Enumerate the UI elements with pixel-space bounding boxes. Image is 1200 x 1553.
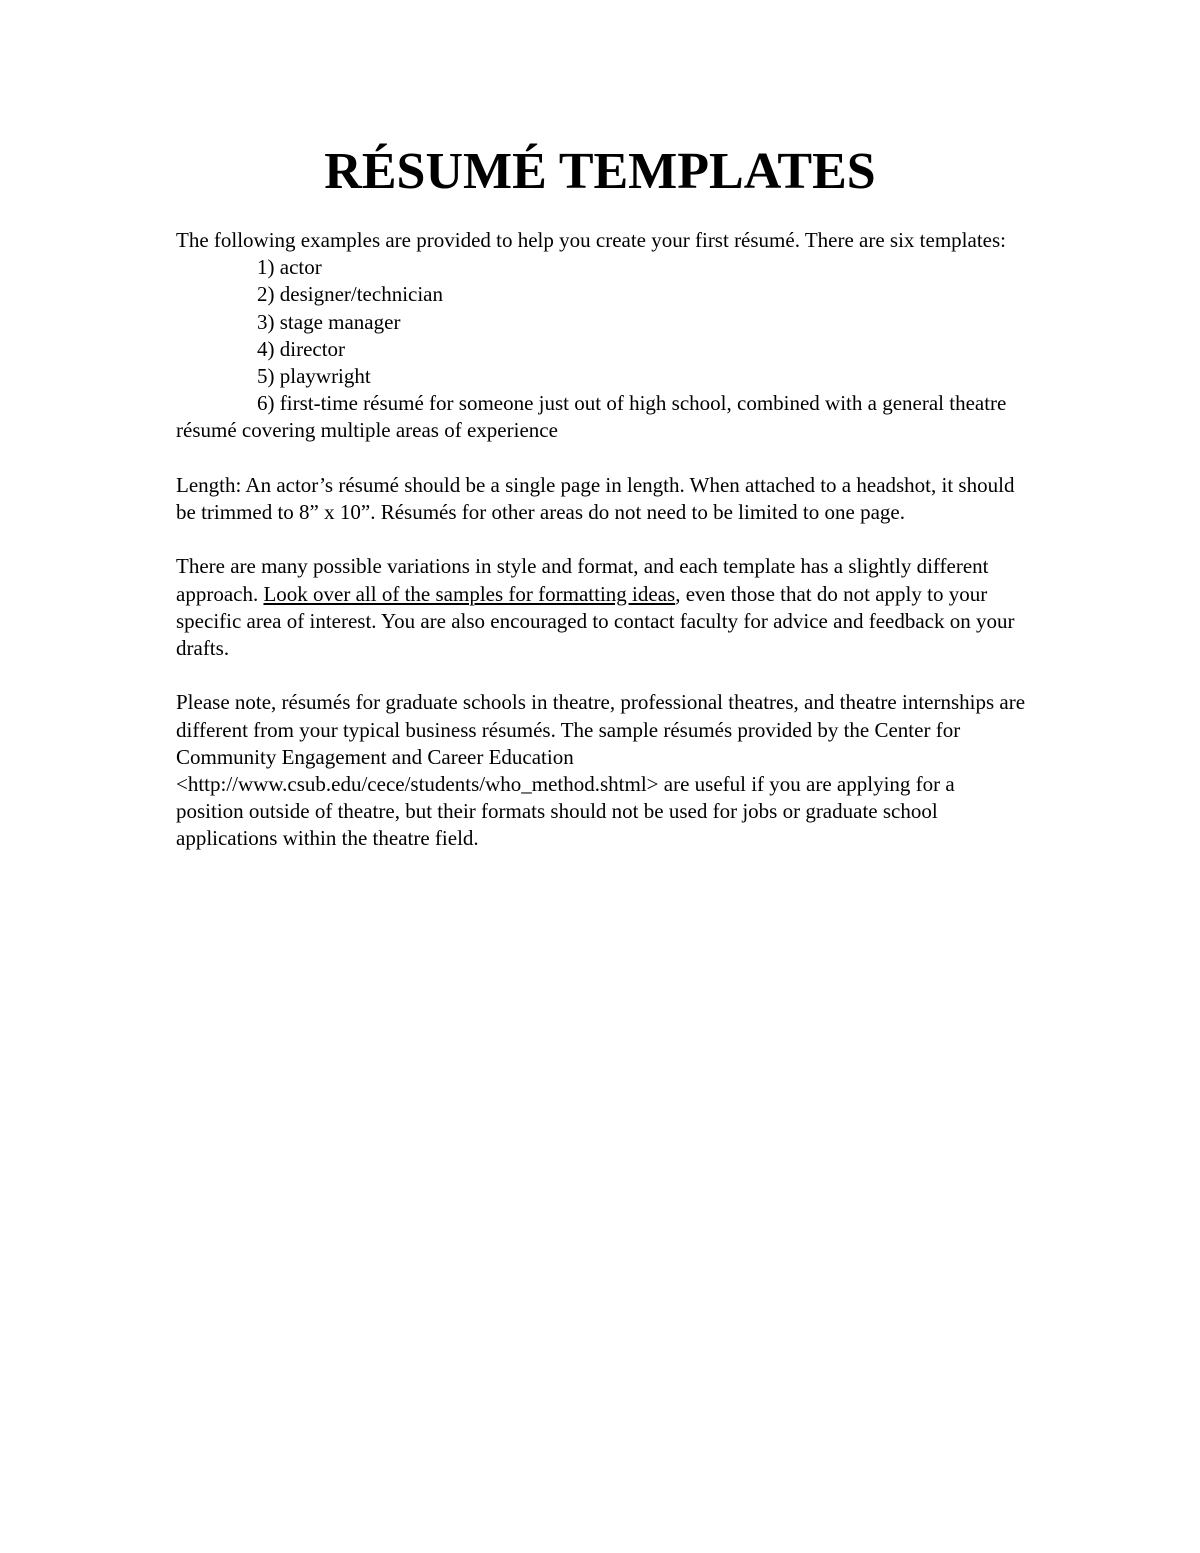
document-title: RÉSUMÉ TEMPLATES (324, 143, 876, 200)
paragraph-spacer (176, 526, 1026, 553)
variations-text-start: There are many possible variations in style and format, and each template has a slightly different approach. (176, 554, 989, 606)
underlined-emphasis: Look over all of the samples for formatting ideas (263, 581, 676, 606)
paragraph-spacer (176, 445, 1026, 472)
list-item: 6) first-time résumé for someone just out of high school, combined with a general theatre résumé covering multiple areas of experience (176, 391, 1007, 443)
variations-text-end: , even those that do not apply to your specific area of interest. You are also encouraged to contact faculty for advice and feedback on your drafts. (176, 581, 1015, 661)
list-item: 1) actor (257, 255, 322, 280)
list-item: 3) stage manager (257, 309, 401, 334)
variations-paragraph (176, 553, 1026, 662)
document-body (176, 227, 1026, 853)
length-paragraph: Length: An actor’s résumé should be a single page in length. When attached to a headshot, it should be trimmed to 8” x 10”. Résumés for other areas do not need to be limited to one page. (176, 472, 1015, 525)
paragraph-spacer (176, 662, 1026, 689)
note-paragraph: Please note, résumés for graduate schools in theatre, professional theatres, and theatre internships are different from your typical business résumés. The sample résumés provided by the Center for Community Engagement and Career Education <http://www.csub.edu/cece/students/who_method.shtml> are useful if you are applying for a position outside of theatre, but their formats should not be used for jobs or graduate school applications within the theatre field. (176, 690, 1026, 851)
list-item: 4) director (257, 336, 346, 361)
intro-paragraph: The following examples are provided to help you create your first résumé. There are six templates: (176, 228, 1006, 252)
template-list (176, 254, 1026, 444)
list-item: 5) playwright (257, 364, 371, 389)
list-item: 2) designer/technician (257, 282, 444, 307)
